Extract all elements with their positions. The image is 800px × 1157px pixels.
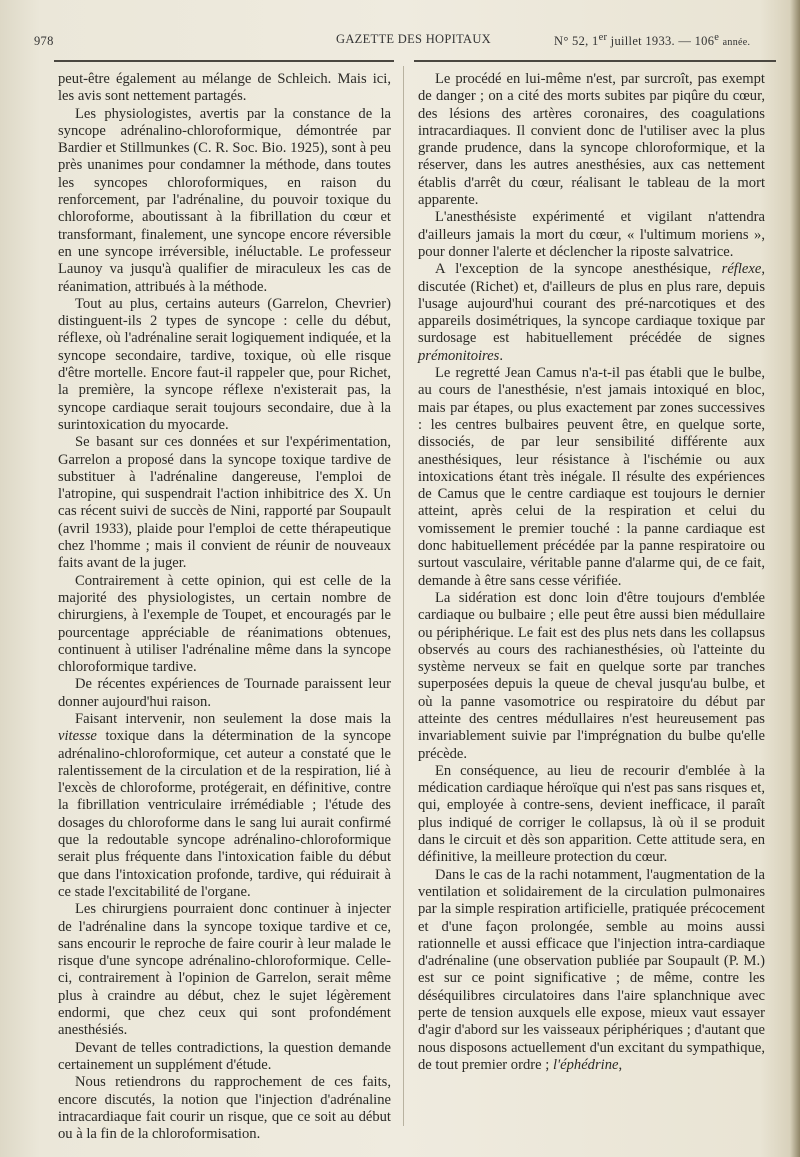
right-paragraph-3 bbox=[418, 261, 765, 365]
left-paragraph-10: Nous retiendrons du rapprochement de ces faits, encore discutés, la notion que l'injection d'adrénaline intracardiaque fait courir un risque, que ce soit au début ou à la fin de la chloroformisation. bbox=[58, 1074, 391, 1143]
header-rule-right bbox=[414, 60, 776, 62]
page-header bbox=[34, 30, 772, 50]
right-paragraph-1: Le procédé en lui-même n'est, par surcroît, pas exempt de danger ; on a cité des morts subites par piqûre du cœur, des lésions des artères coronaires, des coagulations intracardiaques. Il convient donc de l'utiliser avec la plus grande prudence, dans la syncope chloroformique, et la réserver, dans les autres anesthésies, aux cas nettement établis d'arrêt du cœur, réalisant le tableau de la mort apparente. bbox=[418, 71, 765, 209]
left-paragraph-6: De récentes expériences de Tournade paraissent leur donner aujourd'hui raison. bbox=[58, 676, 391, 710]
left-paragraph-7-italic: vitesse bbox=[58, 728, 97, 745]
right-paragraph-3-end: . bbox=[499, 347, 503, 364]
journal-title: GAZETTE DES HOPITAUX bbox=[336, 32, 491, 46]
left-paragraph-7-end: toxique dans la détermination de la syncope adrénalino-chloroformique, cet auteur a constaté que le ralentissement de la circulation et de la respiration, lié à l'excès de chloroforme, protégerait, en définitive, contre la fibrillation ventriculaire irrémédiable ; l'étude des dosages du chloroforme dans le sang lui aurait confirmé que la redoutable syncope adrénalino-chloroformique serait plus fréquente dans l'intoxication faible du début que dans l'intoxication profonde, tardive, qui réduirait à ce stade l'excitabilité de l'organe. bbox=[58, 728, 391, 900]
year-label: année. bbox=[722, 37, 751, 49]
left-column bbox=[58, 71, 391, 1143]
issue-superscript: er bbox=[598, 32, 608, 43]
left-paragraph-8: Les chirurgiens pourraient donc continuer à injecter de l'adrénaline dans la syncope toxique tardive et ce, sans encourir le reproche de faire courir à leur malade le risque d'une syncope adrénalino-chloroformique. Celle-ci, contrairement à l'opinion de Garrelon, serait même plus à craindre au début, chez le sujet légèrement endormi, que chez ceux qui sont profondément anesthésiés. bbox=[58, 901, 391, 1039]
page-number: 978 bbox=[34, 34, 54, 48]
right-paragraph-3-middle: , discutée (Richet) et, d'ailleurs de plus en plus rare, depuis l'usage aujourd'hui courant des pré-narcotiques et des appareils dosimétriques, la syncope cardiaque toxique par surdosage est habituellement précédée de signes bbox=[418, 261, 765, 347]
year-superscript: e bbox=[714, 32, 720, 43]
right-paragraph-7-italic: l'éphédrine bbox=[552, 1056, 619, 1073]
header-rule-left bbox=[54, 60, 394, 62]
left-paragraph-5: Contrairement à cette opinion, qui est celle de la majorité des physiologistes, un certain nombre de chirurgiens, à l'exemple de Toupet, et encouragés par le pourcentage appréciable de réanimations obtenues, continuent à utiliser l'adrénaline même dans la syncope chloroformique tardive. bbox=[58, 572, 391, 676]
right-paragraph-6: En conséquence, au lieu de recourir d'emblée à la médication cardiaque héroïque qui n'est pas sans risques et, qui, employée à contre-sens, devient inefficace, il paraît plus indiqué de corriger le collapsus, là où il se produit dans le circuit et dès son apparition. Cette attitude sera, en définitive, la meilleure protection du cœur. bbox=[418, 762, 765, 866]
right-paragraph-2: L'anesthésiste expérimenté et vigilant n'attendra d'ailleurs jamais la mort du cœur, « l'ultimum moriens », pour donner l'alerte et déclencher la riposte salvatrice. bbox=[418, 209, 765, 260]
right-paragraph-7-end: , bbox=[618, 1056, 623, 1073]
left-paragraph-4: Se basant sur ces données et sur l'expérimentation, Garrelon a proposé dans la syncope toxique tardive de substituer à l'adrénaline dangereuse, l'emploi de l'atropine, qui suspendrait l'action inhibitrice des X. Un cas récent suivi de succès de Nini, rapporté par Soupault (avril 1933), plaide pour l'emploi de cette thérapeutique chez l'homme ; mais il convient de réunir de nouveaux faits avant de la juger. bbox=[58, 434, 391, 572]
left-paragraph-7-start: Faisant intervenir, non seulement la dose mais la bbox=[75, 710, 391, 727]
right-column bbox=[418, 71, 765, 1074]
left-paragraph-2: Les physiologistes, avertis par la constance de la syncope adrénalino-chloroformique, démontrée par Bardier et Stillmunkes (C. R. Soc. Bio. 1925), sont à peu près unanimes pour condamner la méthode, dans toutes les syncopes chloroformiques, en raison du renforcement, par l'adrénaline, du pouvoir toxique du chloroforme, aboutissant à la fibrillation du cœur et transformant, finalement, une syncope encore réversible en une syncope irréversible, inéluctable. Le professeur Launoy va jusqu'à qualifier de miraculeux les cas de réanimation, attribués à la méthode. bbox=[58, 105, 391, 295]
right-paragraph-7 bbox=[418, 867, 765, 1075]
right-paragraph-4: Le regretté Jean Camus n'a-t-il pas établi que le bulbe, au cours de l'anesthésie, n'est jamais intoxiqué en bloc, mais par étapes, ou plus exactement par zones successives : les centres bulbaires peuvent être, en quelque sorte, dissociés, de par leur sensibilité différente aux anesthésiques, leur résistance à l'ischémie ou aux intoxications étant très inégale. Il résulte des expériences de Camus que le centre cardiaque est toujours le dernier atteint, après celui de la respiration et celui du vomissement le premier touché : la panne cardiaque est donc habituellement précédée par la panne respiratoire ou surtout vasculaire, véritable panne d'alarme qui, de ce fait, demande à être sans cesse vérifiée. bbox=[418, 365, 765, 589]
right-paragraph-7-start: Dans le cas de la rachi notamment, l'augmentation de la ventilation et solidairement de la circulation pulmonaires par la simple respiration artificielle, pratiquée précocement et d'une façon prolongée, semble au moins aussi rationnelle et aussi efficace que l'injection intra-cardiaque d'adrénaline (une observation publiée par Soupault (P. M.) est sur ce point significative ; de même, contre les déséquilibres circulatoires dans l'aire splanchnique avec perte de tension auxquels elle expose, mieux vaut essayer d'agir d'abord sur les vaisseaux périphériques ; d'autant que nous disposons actuellement d'un excitant du sympathique, de tout premier ordre ; bbox=[418, 866, 765, 1073]
issue-number: N° 52, 1 bbox=[554, 34, 599, 49]
left-paragraph-1: peut-être également au mélange de Schleich. Mais ici, les avis sont nettement partagés. bbox=[58, 71, 391, 105]
right-paragraph-3-italic-1: réflexe bbox=[721, 261, 762, 278]
left-paragraph-3: Tout au plus, certains auteurs (Garrelon, Chevrier) distinguent-ils 2 types de syncope : celle du début, réflexe, où l'adrénaline serait logiquement indiquée, et la syncope secondaire, tardive, toxique, où elle risque d'être mortelle. Encore faut-il rappeler que, pour Richet, la première, la syncope réflexe n'existerait pas, la syncope cardiaque serait toujours secondaire, due à la surintoxication du myocarde. bbox=[58, 295, 391, 433]
issue-date: juillet 1933. — 106 bbox=[607, 34, 715, 49]
left-paragraph-7 bbox=[58, 711, 391, 901]
column-divider bbox=[403, 66, 404, 1126]
issue-info bbox=[554, 32, 750, 49]
right-paragraph-5: La sidération est donc loin d'être toujours d'emblée cardiaque ou bulbaire ; elle peut être aussi bien médullaire ou périphérique. Le fait est des plus nets dans les collapsus observés au cours des rachianesthésies, où l'atteinte du système nerveux se fait en quelque sorte par tranches superposées depuis la queue de cheval jusqu'au bulbe, et où la panne vasomotrice ou respiratoire du début par atteinte des centres médullaires n'est heureusement pas invariablement suivie par l'imprégnation du bulbe qu'elle précède. bbox=[418, 589, 765, 762]
right-paragraph-3-start: A l'exception de la syncope anesthésique, bbox=[435, 261, 722, 278]
left-paragraph-9: Devant de telles contradictions, la question demande certainement un supplément d'étude. bbox=[58, 1039, 391, 1073]
right-paragraph-3-italic-2: prémonitoires bbox=[418, 347, 500, 364]
